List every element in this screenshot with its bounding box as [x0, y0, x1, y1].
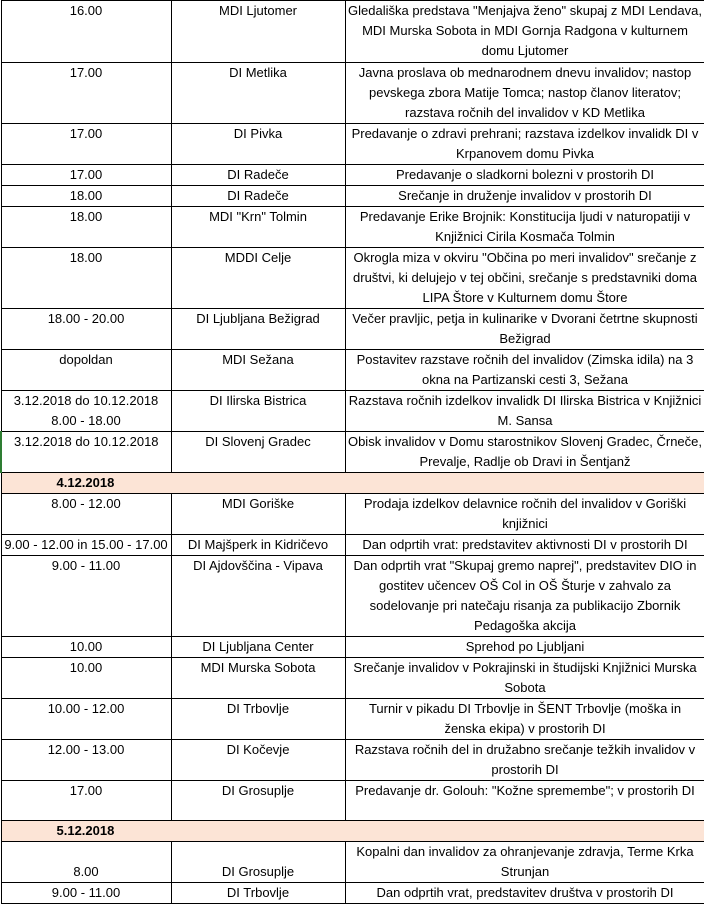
time-cell: 3.12.2018 do 10.12.2018 8.00 - 18.00 [1, 391, 171, 432]
time-cell: 17.00 [1, 63, 171, 124]
description-cell: Turnir v pikadu DI Trbovlje in ŠENT Trbovlje (moška in ženska ekipa) v prostorih DI [345, 699, 704, 740]
description-cell: Srečanje in druženje invalidov v prostorih DI [345, 186, 704, 207]
organizer-cell: DI Slovenj Gradec [171, 432, 345, 473]
time-cell: 3.12.2018 do 10.12.2018 [1, 432, 171, 473]
organizer-cell: DI Radeče [171, 165, 345, 186]
date-header: 4.12.2018 [1, 473, 704, 494]
table-row [1, 740, 704, 781]
description-cell: Dan odprtih vrat "Skupaj gremo naprej", predstavitev DIO in gostitev učencev OŠ Col in OŠ Šturje v zahvalo za sodelovanje pri natečaju risanja za publikacijo Zbornik Pedagoška akcija [345, 556, 704, 637]
date-header-row [1, 821, 704, 842]
description-cell: Javna proslava ob mednarodnem dnevu invalidov; nastop pevskega zbora Matije Tomca; nastop članov literatov; razstava ročnih del invalidov v KD Metlika [345, 63, 704, 124]
organizer-cell: MDI Sežana [171, 350, 345, 391]
time-cell: 18.00 [1, 186, 171, 207]
description-cell: Gledališka predstava "Menjajva ženo" skupaj z MDI Lendava, MDI Murska Sobota in MDI Gornja Radgona v kulturnem domu Ljutomer [345, 1, 704, 63]
organizer-cell: MDI Murska Sobota [171, 658, 345, 699]
description-cell: Srečanje invalidov v Pokrajinski in študijski Knjižnici Murska Sobota [345, 658, 704, 699]
time-cell: 17.00 [1, 165, 171, 186]
table-row [1, 309, 704, 350]
time-cell: 8.00 - 12.00 [1, 494, 171, 535]
table-row [1, 186, 704, 207]
table-row [1, 1, 704, 63]
description-cell: Predavanje o zdravi prehrani; razstava izdelkov invalidk DI v Krpanovem domu Pivka [345, 124, 704, 165]
organizer-cell: DI Radeče [171, 186, 345, 207]
organizer-cell: DI Pivka [171, 124, 345, 165]
description-cell: Večer pravljic, petja in kulinarike v Dvorani četrtne skupnosti Bežigrad [345, 309, 704, 350]
table-row [1, 535, 704, 556]
time-cell: 16.00 [1, 1, 171, 63]
description-cell: Razstava ročnih izdelkov invalidk DI Ilirska Bistrica v Knjižnici M. Sansa [345, 391, 704, 432]
organizer-cell: DI Majšperk in Kidričevo [171, 535, 345, 556]
table-row [1, 637, 704, 658]
description-cell: Prodaja izdelkov delavnice ročnih del invalidov v Goriški knjižnici [345, 494, 704, 535]
organizer-cell: DI Ajdovščina - Vipava [171, 556, 345, 637]
organizer-cell: DI Trbovlje [171, 699, 345, 740]
table-row [1, 842, 704, 883]
organizer-cell: MDDI Celje [171, 248, 345, 309]
time-cell: 8.00 [1, 842, 171, 883]
description-cell: Razstava ročnih del in družabno srečanje težkih invalidov v prostorih DI [345, 740, 704, 781]
description-cell: Predavanje Erike Brojnik: Konstitucija ljudi v naturopatiji v Knjižnici Cirila Kosmača Tolmin [345, 207, 704, 248]
table-row [1, 248, 704, 309]
description-cell: Predavanje dr. Golouh: "Kožne spremembe"; v prostorih DI [345, 781, 704, 821]
table-row [1, 494, 704, 535]
time-cell: 9.00 - 12.00 in 15.00 - 17.00 [1, 535, 171, 556]
time-cell: 17.00 [1, 781, 171, 821]
table-row [1, 781, 704, 821]
time-cell: 10.00 - 12.00 [1, 699, 171, 740]
table-row [1, 350, 704, 391]
time-cell: 17.00 [1, 124, 171, 165]
organizer-cell: MDI Ljutomer [171, 1, 345, 63]
description-cell: Dan odprtih vrat: predstavitev aktivnosti DI v prostorih DI [345, 535, 704, 556]
time-cell: 9.00 - 11.00 [1, 883, 171, 904]
table-row [1, 63, 704, 124]
time-cell: 10.00 [1, 637, 171, 658]
organizer-cell: MDI "Krn" Tolmin [171, 207, 345, 248]
time-cell: 18.00 [1, 207, 171, 248]
time-cell: dopoldan [1, 350, 171, 391]
organizer-cell: DI Trbovlje [171, 883, 345, 904]
organizer-cell: DI Grosuplje [171, 781, 345, 821]
table-row [1, 699, 704, 740]
table-row [1, 556, 704, 637]
table-row [1, 391, 704, 432]
table-row [1, 432, 704, 473]
organizer-cell: DI Grosuplje [171, 842, 345, 883]
time-cell: 10.00 [1, 658, 171, 699]
time-cell: 9.00 - 11.00 [1, 556, 171, 637]
table-row [1, 207, 704, 248]
organizer-cell: DI Ljubljana Center [171, 637, 345, 658]
organizer-cell: DI Metlika [171, 63, 345, 124]
organizer-cell: DI Kočevje [171, 740, 345, 781]
description-cell: Okrogla miza v okviru "Občina po meri invalidov" srečanje z društvi, ki delujejo v tej občini, srečanje s predstavniki doma LIPA Štore v Kulturnem domu Štore [345, 248, 704, 309]
time-cell: 12.00 - 13.00 [1, 740, 171, 781]
description-cell: Kopalni dan invalidov za ohranjevanje zdravja, Terme Krka Strunjan [345, 842, 704, 883]
time-cell: 18.00 - 20.00 [1, 309, 171, 350]
description-cell: Dan odprtih vrat, predstavitev društva v prostorih DI [345, 883, 704, 904]
description-cell: Obisk invalidov v Domu starostnikov Slovenj Gradec, Črneče, Prevalje, Radlje ob Dravi in Šentjanž [345, 432, 704, 473]
date-header: 5.12.2018 [1, 821, 704, 842]
description-cell: Sprehod po Ljubljani [345, 637, 704, 658]
organizer-cell: DI Ilirska Bistrica [171, 391, 345, 432]
time-cell: 18.00 [1, 248, 171, 309]
description-cell: Postavitev razstave ročnih del invalidov (Zimska idila) na 3 okna na Partizanski cesti 3, Sežana [345, 350, 704, 391]
organizer-cell: MDI Goriške [171, 494, 345, 535]
table-row [1, 658, 704, 699]
table-row [1, 124, 704, 165]
description-cell: Predavanje o sladkorni bolezni v prostorih DI [345, 165, 704, 186]
table-row [1, 165, 704, 186]
organizer-cell: DI Ljubljana Bežigrad [171, 309, 345, 350]
date-header-row [1, 473, 704, 494]
